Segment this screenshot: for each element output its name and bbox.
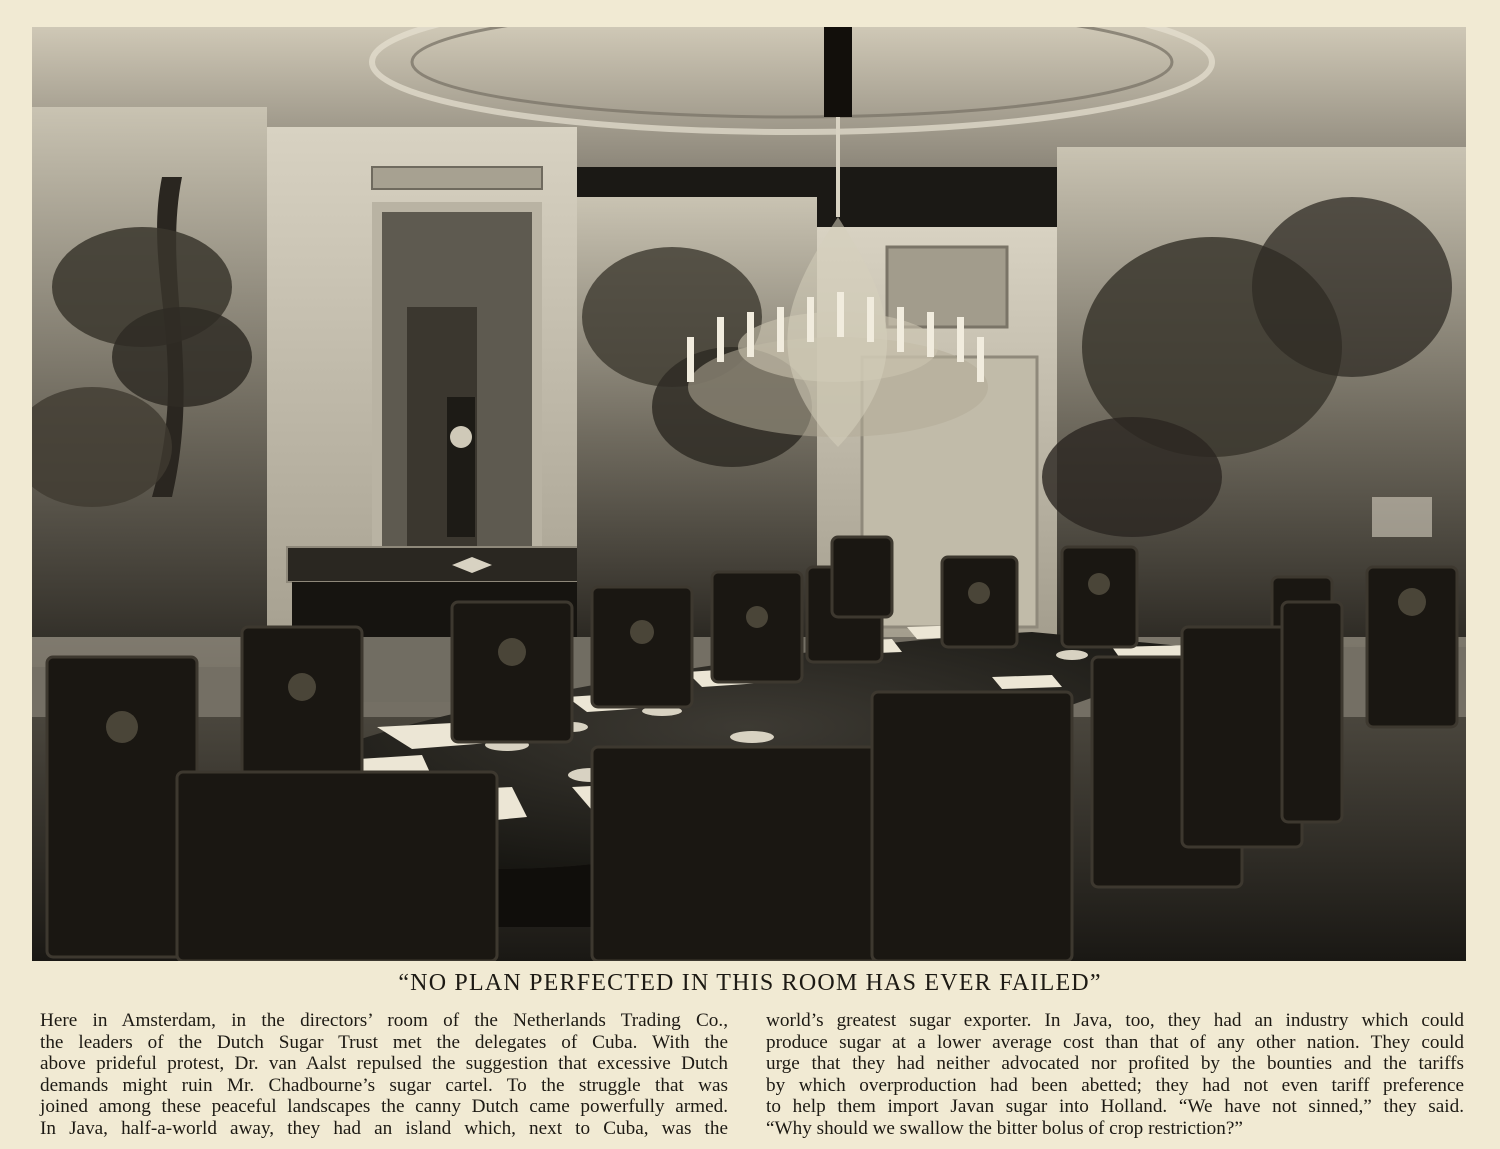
article-left-column: [40, 1010, 728, 1140]
article-line: by which overproduction had been abetted; they had not even tariff preference: [766, 1074, 1464, 1096]
article-line: world’s greatest sugar exporter. In Java, too, they had an industry which could: [766, 1010, 1464, 1031]
boardroom-illustration: [32, 27, 1466, 961]
article-line: Here in Amsterdam, in the directors’ room of the Netherlands Trading Co.,: [40, 1010, 728, 1031]
article-line: joined among these peaceful landscapes the canny Dutch came powerfully armed.: [40, 1096, 728, 1118]
photo-caption: “NO PLAN PERFECTED IN THIS ROOM HAS EVER FAILED”: [398, 970, 1102, 996]
article-line: produce sugar at a lower average cost than that of any other nation. They could: [766, 1031, 1464, 1053]
article-line: urge that they had neither advocated nor profited by the bounties and the tariffs: [766, 1053, 1464, 1075]
article-line: above prideful protest, Dr. van Aalst repulsed the suggestion that excessive Dutch: [40, 1053, 728, 1075]
article-line: demands might ruin Mr. Chadbourne’s sugar cartel. To the struggle that was: [40, 1074, 728, 1096]
boardroom-photo: [32, 27, 1466, 961]
article-line: the leaders of the Dutch Sugar Trust met the delegates of Cuba. With the: [40, 1031, 728, 1053]
article-right-column: [766, 1010, 1464, 1140]
article-line: to help them import Javan sugar into Holland. “We have not sinned,” they said.: [766, 1096, 1464, 1118]
fireplace-mantel: [287, 547, 597, 582]
article-line: “Why should we swallow the bitter bolus of crop restriction?”: [766, 1117, 1243, 1139]
article-line: In Java, half-a-world away, they had an island which, next to Cuba, was the: [40, 1117, 728, 1139]
